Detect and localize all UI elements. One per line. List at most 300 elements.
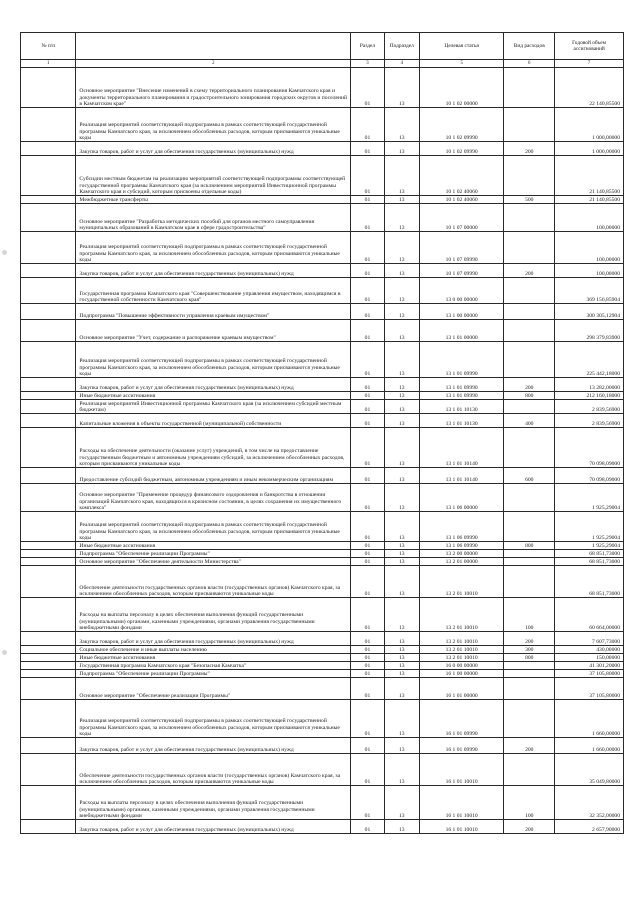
cell-target-article: 10 1 07 09990 xyxy=(420,264,504,278)
header-name xyxy=(76,33,351,60)
cell-num xyxy=(21,786,76,820)
cell-expense-kind: 200 xyxy=(504,264,555,278)
header-section: Раздел xyxy=(351,33,384,60)
table-row xyxy=(21,662,624,670)
cell-target-article: 10 1 07 09990 xyxy=(420,232,504,264)
cell-section: 01 xyxy=(351,558,384,566)
cell-expense-kind: 200 xyxy=(504,142,555,156)
cell-subsection: 13 xyxy=(384,662,419,670)
cell-target-article: 13 1 06 00000 xyxy=(420,484,504,512)
cell-target-article: 13 0 00 00000 xyxy=(420,278,504,304)
cell-subsection: 13 xyxy=(384,400,419,414)
table-row xyxy=(21,468,624,484)
cell-num xyxy=(21,414,76,428)
table-row xyxy=(21,646,624,654)
cell-expense-kind xyxy=(504,342,555,378)
cell-section: 01 xyxy=(351,414,384,428)
cell-amount: 22 140,85500 xyxy=(555,68,624,108)
header-subsection: Подраздел xyxy=(384,33,419,60)
cell-section: 01 xyxy=(351,598,384,632)
cell-target-article: 13 1 00 00000 xyxy=(420,304,504,320)
cell-amount: 1 925,29004 xyxy=(555,542,624,550)
cell-num xyxy=(21,392,76,400)
cell-subsection: 13 xyxy=(384,786,419,820)
cell-num xyxy=(21,108,76,142)
cell-subsection: 13 xyxy=(384,264,419,278)
cell-expense-name: Закупка товаров, работ и услуг для обеспечения государственных (муниципальных) нужд xyxy=(76,820,351,834)
cell-num xyxy=(21,738,76,754)
cell-expense-kind: 800 xyxy=(504,542,555,550)
cell-section: 01 xyxy=(351,264,384,278)
cell-target-article: 13 2 01 00000 xyxy=(420,558,504,566)
cell-target-article: 13 2 01 10010 xyxy=(420,566,504,598)
cell-target-article: 16 0 00 00000 xyxy=(420,662,504,670)
cell-target-article: 13 1 01 10140 xyxy=(420,428,504,468)
cell-expense-name: Реализация мероприятий соответствующей подпрограммы в рамках соответствующей государственной программы Камчатского края, за исключением обособленных расходов, которым присваиваются уникальные коды xyxy=(76,232,351,264)
cell-section: 01 xyxy=(351,278,384,304)
cell-section: 01 xyxy=(351,738,384,754)
cell-num xyxy=(21,598,76,632)
table-row xyxy=(21,68,624,108)
cell-target-article: 13 2 01 10010 xyxy=(420,654,504,662)
cell-section: 01 xyxy=(351,342,384,378)
cell-amount: 212 160,18000 xyxy=(555,392,624,400)
cell-expense-name: Расходы на выплаты персоналу в целях обеспечения выполнения функций государственными (муниципальными) органами, казенными учреждениями, органами управления государственными внебюджетными фондами xyxy=(76,598,351,632)
cell-target-article: 16 1 01 09990 xyxy=(420,700,504,738)
cell-subsection: 13 xyxy=(384,646,419,654)
cell-amount: 70 098,09000 xyxy=(555,428,624,468)
cell-target-article: 13 1 01 09990 xyxy=(420,342,504,378)
column-number: 4 xyxy=(384,60,419,68)
cell-expense-kind: 600 xyxy=(504,468,555,484)
cell-amount: 68 851,73000 xyxy=(555,550,624,558)
cell-section: 01 xyxy=(351,156,384,196)
cell-expense-name: Реализация мероприятий соответствующей подпрограммы в рамках соответствующей государственной программы Камчатского края, за исключением обособленных расходов, которым присваиваются уникальные коды xyxy=(76,108,351,142)
cell-section: 01 xyxy=(351,786,384,820)
table-row xyxy=(21,378,624,392)
cell-amount: 100,00000 xyxy=(555,204,624,232)
column-number: 2 xyxy=(76,60,351,68)
cell-amount: 1 660,00000 xyxy=(555,738,624,754)
table-row xyxy=(21,204,624,232)
cell-expense-name: Обеспечение деятельности государственных органов власти (государственных органов) Камчатского края, за исключением обособленных расходов, которым присваиваются уникальные коды xyxy=(76,566,351,598)
cell-subsection: 13 xyxy=(384,484,419,512)
cell-section: 01 xyxy=(351,820,384,834)
cell-subsection: 13 xyxy=(384,378,419,392)
cell-target-article: 13 1 06 09990 xyxy=(420,542,504,550)
table-row xyxy=(21,304,624,320)
cell-expense-kind xyxy=(504,428,555,468)
header-annual-amount: Годовой объем ассигнований xyxy=(555,33,624,60)
table-row xyxy=(21,512,624,542)
cell-target-article: 16 1 01 10010 xyxy=(420,786,504,820)
table-row xyxy=(21,598,624,632)
cell-num xyxy=(21,654,76,662)
cell-expense-name: Иные бюджетные ассигнования xyxy=(76,392,351,400)
cell-num xyxy=(21,542,76,550)
cell-subsection: 13 xyxy=(384,232,419,264)
cell-subsection: 13 xyxy=(384,542,419,550)
cell-subsection: 13 xyxy=(384,754,419,786)
cell-expense-name: Основное мероприятие "Применение процедур финансового оздоровления и банкротства в отношении организаций Камчатского края, находящихся в кризисном состоянии, в целях сохранения их имущественного комплекса" xyxy=(76,484,351,512)
binder-hole xyxy=(2,250,7,255)
cell-expense-name: Капитальные вложения в объекты государственной (муниципальной) собственности xyxy=(76,414,351,428)
cell-amount: 60 664,00000 xyxy=(555,598,624,632)
cell-section: 01 xyxy=(351,662,384,670)
table-body xyxy=(21,68,624,834)
cell-expense-kind xyxy=(504,400,555,414)
header-num: № п/п xyxy=(21,33,76,60)
cell-num xyxy=(21,196,76,204)
cell-subsection: 13 xyxy=(384,678,419,700)
cell-target-article: 13 2 01 10010 xyxy=(420,646,504,654)
cell-target-article: 13 2 01 10010 xyxy=(420,598,504,632)
cell-section: 01 xyxy=(351,700,384,738)
cell-subsection: 13 xyxy=(384,342,419,378)
cell-subsection: 13 xyxy=(384,632,419,646)
cell-num xyxy=(21,484,76,512)
table-row xyxy=(21,414,624,428)
cell-num xyxy=(21,342,76,378)
cell-expense-name: Подпрограмма "Обеспечение реализации Программы" xyxy=(76,670,351,678)
cell-section: 01 xyxy=(351,378,384,392)
cell-section: 01 xyxy=(351,304,384,320)
cell-subsection: 13 xyxy=(384,468,419,484)
budget-allocation-table xyxy=(20,32,624,834)
cell-section: 01 xyxy=(351,754,384,786)
cell-target-article: 16 1 01 09990 xyxy=(420,738,504,754)
cell-expense-name: Закупка товаров, работ и услуг для обеспечения государственных (муниципальных) нужд xyxy=(76,378,351,392)
cell-expense-kind xyxy=(504,700,555,738)
cell-section: 01 xyxy=(351,468,384,484)
cell-section: 01 xyxy=(351,678,384,700)
cell-expense-kind xyxy=(504,108,555,142)
table-row xyxy=(21,278,624,304)
cell-expense-kind xyxy=(504,278,555,304)
cell-expense-kind xyxy=(504,512,555,542)
cell-num xyxy=(21,646,76,654)
cell-subsection: 13 xyxy=(384,598,419,632)
cell-num xyxy=(21,264,76,278)
table-row xyxy=(21,786,624,820)
cell-section: 01 xyxy=(351,670,384,678)
cell-subsection: 13 xyxy=(384,142,419,156)
cell-section: 01 xyxy=(351,142,384,156)
table-row xyxy=(21,428,624,468)
cell-expense-name: Основное мероприятие "Обеспечение деятельности Министерства" xyxy=(76,558,351,566)
table-row xyxy=(21,700,624,738)
cell-expense-name: Подпрограмма "Обеспечение реализации Программы" xyxy=(76,550,351,558)
column-number: 5 xyxy=(420,60,504,68)
cell-target-article: 13 1 01 00000 xyxy=(420,320,504,342)
header-target-article: Целевая статья xyxy=(420,33,504,60)
table-row xyxy=(21,342,624,378)
column-number: 1 xyxy=(21,60,76,68)
cell-num xyxy=(21,204,76,232)
cell-section: 01 xyxy=(351,646,384,654)
cell-amount: 1 000,00000 xyxy=(555,142,624,156)
cell-target-article: 13 1 01 09990 xyxy=(420,392,504,400)
cell-target-article: 10 1 02 40060 xyxy=(420,196,504,204)
cell-subsection: 13 xyxy=(384,738,419,754)
cell-subsection: 13 xyxy=(384,68,419,108)
cell-section: 01 xyxy=(351,566,384,598)
cell-amount: 35 049,80000 xyxy=(555,754,624,786)
cell-target-article: 13 1 01 10140 xyxy=(420,468,504,484)
cell-expense-kind: 200 xyxy=(504,738,555,754)
cell-section: 01 xyxy=(351,400,384,414)
cell-num xyxy=(21,670,76,678)
table-row xyxy=(21,550,624,558)
cell-expense-name: Социальное обеспечение и иные выплаты населению xyxy=(76,646,351,654)
cell-amount: 2 839,56900 xyxy=(555,414,624,428)
cell-expense-name: Обеспечение деятельности государственных органов власти (государственных органов) Камчатского края, за исключением обособленных расходов, которым присваиваются уникальные коды xyxy=(76,754,351,786)
cell-amount: 1 660,00000 xyxy=(555,700,624,738)
cell-expense-kind: 400 xyxy=(504,414,555,428)
cell-target-article: 10 1 02 09990 xyxy=(420,108,504,142)
cell-target-article: 13 1 01 09990 xyxy=(420,378,504,392)
cell-num xyxy=(21,156,76,196)
cell-num xyxy=(21,304,76,320)
cell-section: 01 xyxy=(351,204,384,232)
table-row xyxy=(21,738,624,754)
cell-expense-kind: 800 xyxy=(504,654,555,662)
cell-subsection: 13 xyxy=(384,392,419,400)
cell-expense-kind xyxy=(504,156,555,196)
cell-amount: 369 156,85904 xyxy=(555,278,624,304)
binder-hole xyxy=(2,650,7,655)
cell-section: 01 xyxy=(351,632,384,646)
cell-section: 01 xyxy=(351,232,384,264)
cell-amount: 298 379,83900 xyxy=(555,320,624,342)
cell-section: 01 xyxy=(351,428,384,468)
cell-subsection: 13 xyxy=(384,196,419,204)
cell-expense-kind xyxy=(504,232,555,264)
cell-expense-name: Межбюджетные трансферты xyxy=(76,196,351,204)
cell-expense-kind xyxy=(504,662,555,670)
table-row xyxy=(21,678,624,700)
cell-num xyxy=(21,632,76,646)
cell-num xyxy=(21,428,76,468)
column-number: 3 xyxy=(351,60,384,68)
cell-expense-name: Иные бюджетные ассигнования xyxy=(76,542,351,550)
cell-expense-kind xyxy=(504,304,555,320)
table-row xyxy=(21,232,624,264)
cell-expense-kind xyxy=(504,670,555,678)
cell-subsection: 13 xyxy=(384,428,419,468)
cell-num xyxy=(21,558,76,566)
cell-num xyxy=(21,68,76,108)
cell-amount: 100,00000 xyxy=(555,232,624,264)
cell-expense-kind xyxy=(504,678,555,700)
cell-num xyxy=(21,320,76,342)
table-row xyxy=(21,558,624,566)
cell-amount: 32 352,00000 xyxy=(555,786,624,820)
cell-num xyxy=(21,678,76,700)
cell-expense-kind: 300 xyxy=(504,646,555,654)
table-row xyxy=(21,196,624,204)
cell-expense-name: Основное мероприятие "Внесение изменений в схему территориального планирования Камчатского края и документы территориального планирования и градостроительного зонирования городских округов и поселений в Камчатском крае" xyxy=(76,68,351,108)
cell-subsection: 13 xyxy=(384,670,419,678)
cell-num xyxy=(21,700,76,738)
table-row xyxy=(21,632,624,646)
cell-num xyxy=(21,512,76,542)
cell-section: 01 xyxy=(351,654,384,662)
cell-subsection: 13 xyxy=(384,566,419,598)
cell-expense-name: Субсидии местным бюджетам на реализацию мероприятий соответствующей подпрограммы соответствующей государственной программы Камчатского края (за исключением мероприятий Инвестиционной программы Камчатского края и субсидий, которым присвоены отдельные коды) xyxy=(76,156,351,196)
table-row xyxy=(21,264,624,278)
cell-subsection: 13 xyxy=(384,278,419,304)
cell-amount: 68 851,73000 xyxy=(555,558,624,566)
cell-expense-name: Реализация мероприятий соответствующей подпрограммы в рамках соответствующей государственной программы Камчатского края, за исключением обособленных расходов, которым присваиваются уникальные коды xyxy=(76,700,351,738)
cell-section: 01 xyxy=(351,108,384,142)
table-row xyxy=(21,400,624,414)
cell-target-article: 16 1 01 00000 xyxy=(420,678,504,700)
cell-amount: 7 607,73000 xyxy=(555,632,624,646)
table-row xyxy=(21,754,624,786)
cell-amount: 430,00000 xyxy=(555,646,624,654)
cell-section: 01 xyxy=(351,512,384,542)
cell-target-article: 13 2 01 10010 xyxy=(420,632,504,646)
cell-expense-kind xyxy=(504,754,555,786)
cell-amount: 21 140,85500 xyxy=(555,156,624,196)
cell-expense-kind xyxy=(504,68,555,108)
cell-expense-name: Предоставление субсидий бюджетным, автономным учреждениям и иным некоммерческим организациям xyxy=(76,468,351,484)
cell-subsection: 13 xyxy=(384,108,419,142)
table-row xyxy=(21,820,624,834)
cell-expense-name: Основное мероприятие "Обеспечение реализации Программы" xyxy=(76,678,351,700)
cell-target-article: 13 1 01 10130 xyxy=(420,414,504,428)
cell-amount: 41 301,20000 xyxy=(555,662,624,670)
cell-section: 01 xyxy=(351,550,384,558)
cell-target-article: 16 1 00 00000 xyxy=(420,670,504,678)
cell-num xyxy=(21,550,76,558)
cell-target-article: 13 1 06 09990 xyxy=(420,512,504,542)
cell-num xyxy=(21,278,76,304)
table-row xyxy=(21,484,624,512)
table-row xyxy=(21,670,624,678)
column-number-row xyxy=(21,60,624,68)
cell-expense-kind xyxy=(504,550,555,558)
cell-expense-name: Реализация мероприятий Инвестиционной программы Камчатского края (за исключением субсидий местным бюджетам) xyxy=(76,400,351,414)
cell-num xyxy=(21,468,76,484)
cell-expense-name: Реализация мероприятий соответствующей подпрограммы в рамках соответствующей государственной программы Камчатского края, за исключением обособленных расходов, которым присваиваются уникальные коды xyxy=(76,512,351,542)
cell-expense-name: Расходы на выплаты персоналу в целях обеспечения выполнения функций государственными (муниципальными) органами, казенными учреждениями, органами управления государственными внебюджетными фондами xyxy=(76,786,351,820)
cell-expense-kind: 500 xyxy=(504,196,555,204)
column-number: 6 xyxy=(504,60,555,68)
cell-expense-name: Государственная программа Камчатского края "Безопасная Камчатка" xyxy=(76,662,351,670)
cell-expense-kind: 200 xyxy=(504,378,555,392)
cell-expense-kind xyxy=(504,320,555,342)
cell-expense-name: Подпрограмма "Повышение эффективности управления краевым имуществом" xyxy=(76,304,351,320)
cell-subsection: 13 xyxy=(384,320,419,342)
cell-num xyxy=(21,754,76,786)
cell-subsection: 13 xyxy=(384,512,419,542)
cell-expense-kind: 200 xyxy=(504,820,555,834)
cell-amount: 2 839,56900 xyxy=(555,400,624,414)
table-row xyxy=(21,654,624,662)
table-row xyxy=(21,142,624,156)
cell-target-article: 10 1 07 00000 xyxy=(420,204,504,232)
cell-expense-kind: 800 xyxy=(504,392,555,400)
cell-expense-name: Расходы на обеспечение деятельности (оказание услуг) учреждений, в том числе на предоставление государственным бюджетным и автономным учреждениям субсидий, за исключением обособленных расходов, которым присваиваются уникальные коды xyxy=(76,428,351,468)
cell-expense-name: Основное мероприятие "Разработка методических пособий для органов местного самоуправления муниципальных образований в Камчатском крае в сфере градостроительства" xyxy=(76,204,351,232)
table-row xyxy=(21,542,624,550)
cell-target-article: 10 1 02 40060 xyxy=(420,156,504,196)
cell-target-article: 13 1 01 10130 xyxy=(420,400,504,414)
cell-amount: 68 851,73000 xyxy=(555,566,624,598)
cell-section: 01 xyxy=(351,196,384,204)
cell-amount: 1 000,00000 xyxy=(555,108,624,142)
cell-section: 01 xyxy=(351,392,384,400)
cell-subsection: 13 xyxy=(384,820,419,834)
cell-num xyxy=(21,566,76,598)
cell-amount: 21 140,85500 xyxy=(555,196,624,204)
cell-amount: 37 105,80000 xyxy=(555,678,624,700)
cell-target-article: 16 1 01 10010 xyxy=(420,754,504,786)
table-row xyxy=(21,108,624,142)
cell-amount: 1 925,29004 xyxy=(555,512,624,542)
cell-target-article: 16 1 01 10010 xyxy=(420,820,504,834)
column-number: 7 xyxy=(555,60,624,68)
cell-target-article: 13 2 00 00000 xyxy=(420,550,504,558)
cell-subsection: 13 xyxy=(384,156,419,196)
cell-subsection: 13 xyxy=(384,304,419,320)
cell-expense-kind xyxy=(504,204,555,232)
cell-expense-kind xyxy=(504,484,555,512)
cell-expense-name: Закупка товаров, работ и услуг для обеспечения государственных (муниципальных) нужд xyxy=(76,632,351,646)
cell-subsection: 13 xyxy=(384,550,419,558)
cell-section: 01 xyxy=(351,320,384,342)
cell-expense-name: Закупка товаров, работ и услуг для обеспечения государственных (муниципальных) нужд xyxy=(76,264,351,278)
cell-amount: 300 305,12904 xyxy=(555,304,624,320)
cell-expense-name: Закупка товаров, работ и услуг для обеспечения государственных (муниципальных) нужд xyxy=(76,142,351,156)
cell-expense-kind: 200 xyxy=(504,632,555,646)
cell-expense-name: Государственная программа Камчатского края "Совершенствование управления имуществом, находящимся в государственной собственности Камчатского края" xyxy=(76,278,351,304)
cell-num xyxy=(21,142,76,156)
cell-subsection: 13 xyxy=(384,700,419,738)
cell-num xyxy=(21,820,76,834)
header-expense-kind: Вид расходов xyxy=(504,33,555,60)
cell-amount: 70 098,09000 xyxy=(555,468,624,484)
cell-amount: 225 442,18000 xyxy=(555,342,624,378)
cell-expense-kind: 100 xyxy=(504,786,555,820)
cell-target-article: 10 1 02 09990 xyxy=(420,142,504,156)
cell-subsection: 13 xyxy=(384,558,419,566)
cell-amount: 100,00000 xyxy=(555,264,624,278)
cell-amount: 1 925,29004 xyxy=(555,484,624,512)
cell-expense-name: Закупка товаров, работ и услуг для обеспечения государственных (муниципальных) нужд xyxy=(76,738,351,754)
cell-subsection: 13 xyxy=(384,414,419,428)
cell-amount: 37 105,80000 xyxy=(555,670,624,678)
cell-amount: 2 657,90000 xyxy=(555,820,624,834)
cell-expense-name: Реализация мероприятий соответствующей подпрограммы в рамках соответствующей государственной программы Камчатского края, за исключением обособленных расходов, которым присваиваются уникальные коды xyxy=(76,342,351,378)
cell-expense-name: Основное мероприятие "Учет, содержание и распоряжение краевым имуществом" xyxy=(76,320,351,342)
cell-subsection: 13 xyxy=(384,654,419,662)
cell-subsection: 13 xyxy=(384,204,419,232)
cell-num xyxy=(21,400,76,414)
table-row xyxy=(21,566,624,598)
cell-section: 01 xyxy=(351,68,384,108)
cell-section: 01 xyxy=(351,484,384,512)
cell-expense-kind: 100 xyxy=(504,598,555,632)
table-header-row xyxy=(21,33,624,60)
cell-expense-name: Иные бюджетные ассигнования xyxy=(76,654,351,662)
table-row xyxy=(21,392,624,400)
table-row xyxy=(21,320,624,342)
cell-expense-kind xyxy=(504,558,555,566)
cell-num xyxy=(21,232,76,264)
